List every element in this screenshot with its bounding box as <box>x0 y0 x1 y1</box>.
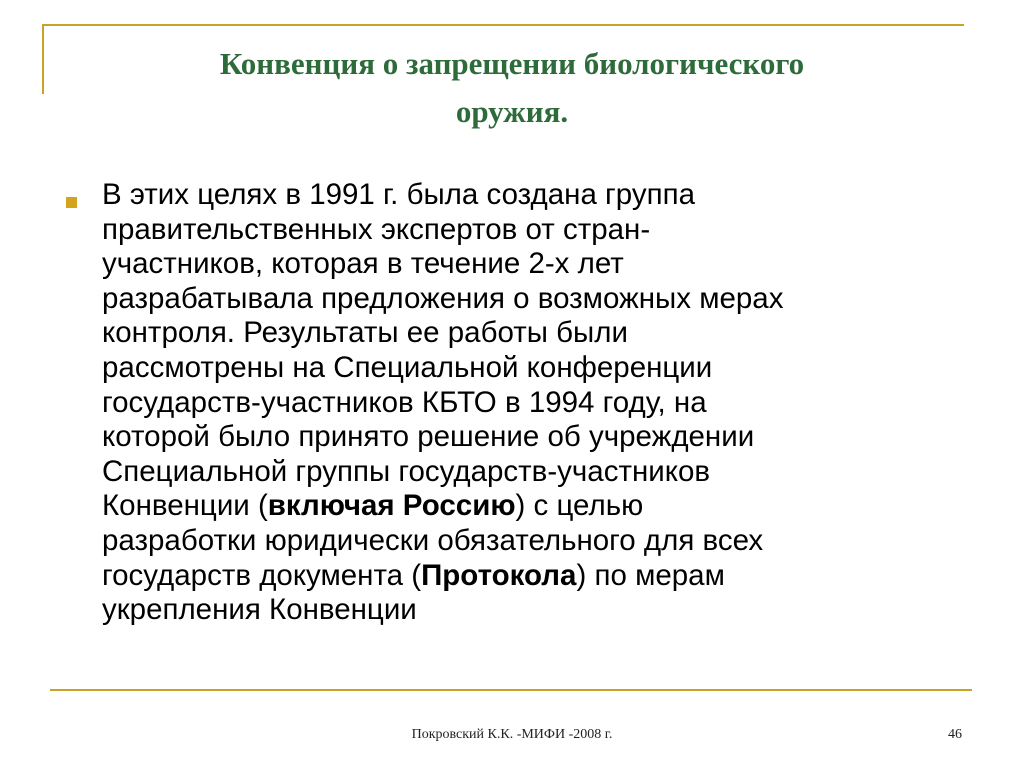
footer-author: Покровский К.К. -МИФИ -2008 г. <box>411 727 613 742</box>
body-line: разработки юридически обязательного для всех <box>102 523 764 557</box>
body-text-segment: Конвенции ( <box>102 489 268 523</box>
frame-top-line <box>42 24 964 26</box>
body-line <box>102 489 992 524</box>
title-line-1: Конвенция о запрещении биологического <box>219 46 805 81</box>
frame-left-line <box>42 24 44 94</box>
body-line: В этих целях в 1991 г. была создана группа <box>102 178 695 211</box>
body-text-segment: ) по мерам <box>576 558 725 592</box>
body-line: участников, которая в течение 2-х лет <box>102 247 624 281</box>
body-text-segment: ) с целью <box>515 489 644 523</box>
body-line: контроля. Результаты ее работы были <box>102 316 628 350</box>
bold-protocol: Протокола <box>421 558 577 592</box>
bullet-paragraph <box>102 178 992 628</box>
body-line: рассмотрены на Специальной конференции <box>102 350 713 384</box>
body-line: укрепления Конвенции <box>102 593 417 627</box>
body-line: которой было принято решение об учреждении <box>102 420 755 454</box>
body-line: разрабатывала предложения о возможных мерах <box>102 281 784 315</box>
body-line: правительственных экспертов от стран- <box>102 212 651 246</box>
title-line-2: оружия. <box>455 94 569 129</box>
slide-title <box>60 40 964 136</box>
body-text-segment: государств документа ( <box>102 558 422 592</box>
body-line: государств-участников КБТО в 1994 году, на <box>102 385 707 419</box>
page-number: 46 <box>948 727 962 742</box>
footer-rule <box>50 689 972 691</box>
bold-russia: включая Россию <box>267 489 516 523</box>
body-line: Специальной группы государств-участников <box>102 454 711 488</box>
square-bullet-icon <box>66 197 77 208</box>
body-line <box>102 559 992 594</box>
